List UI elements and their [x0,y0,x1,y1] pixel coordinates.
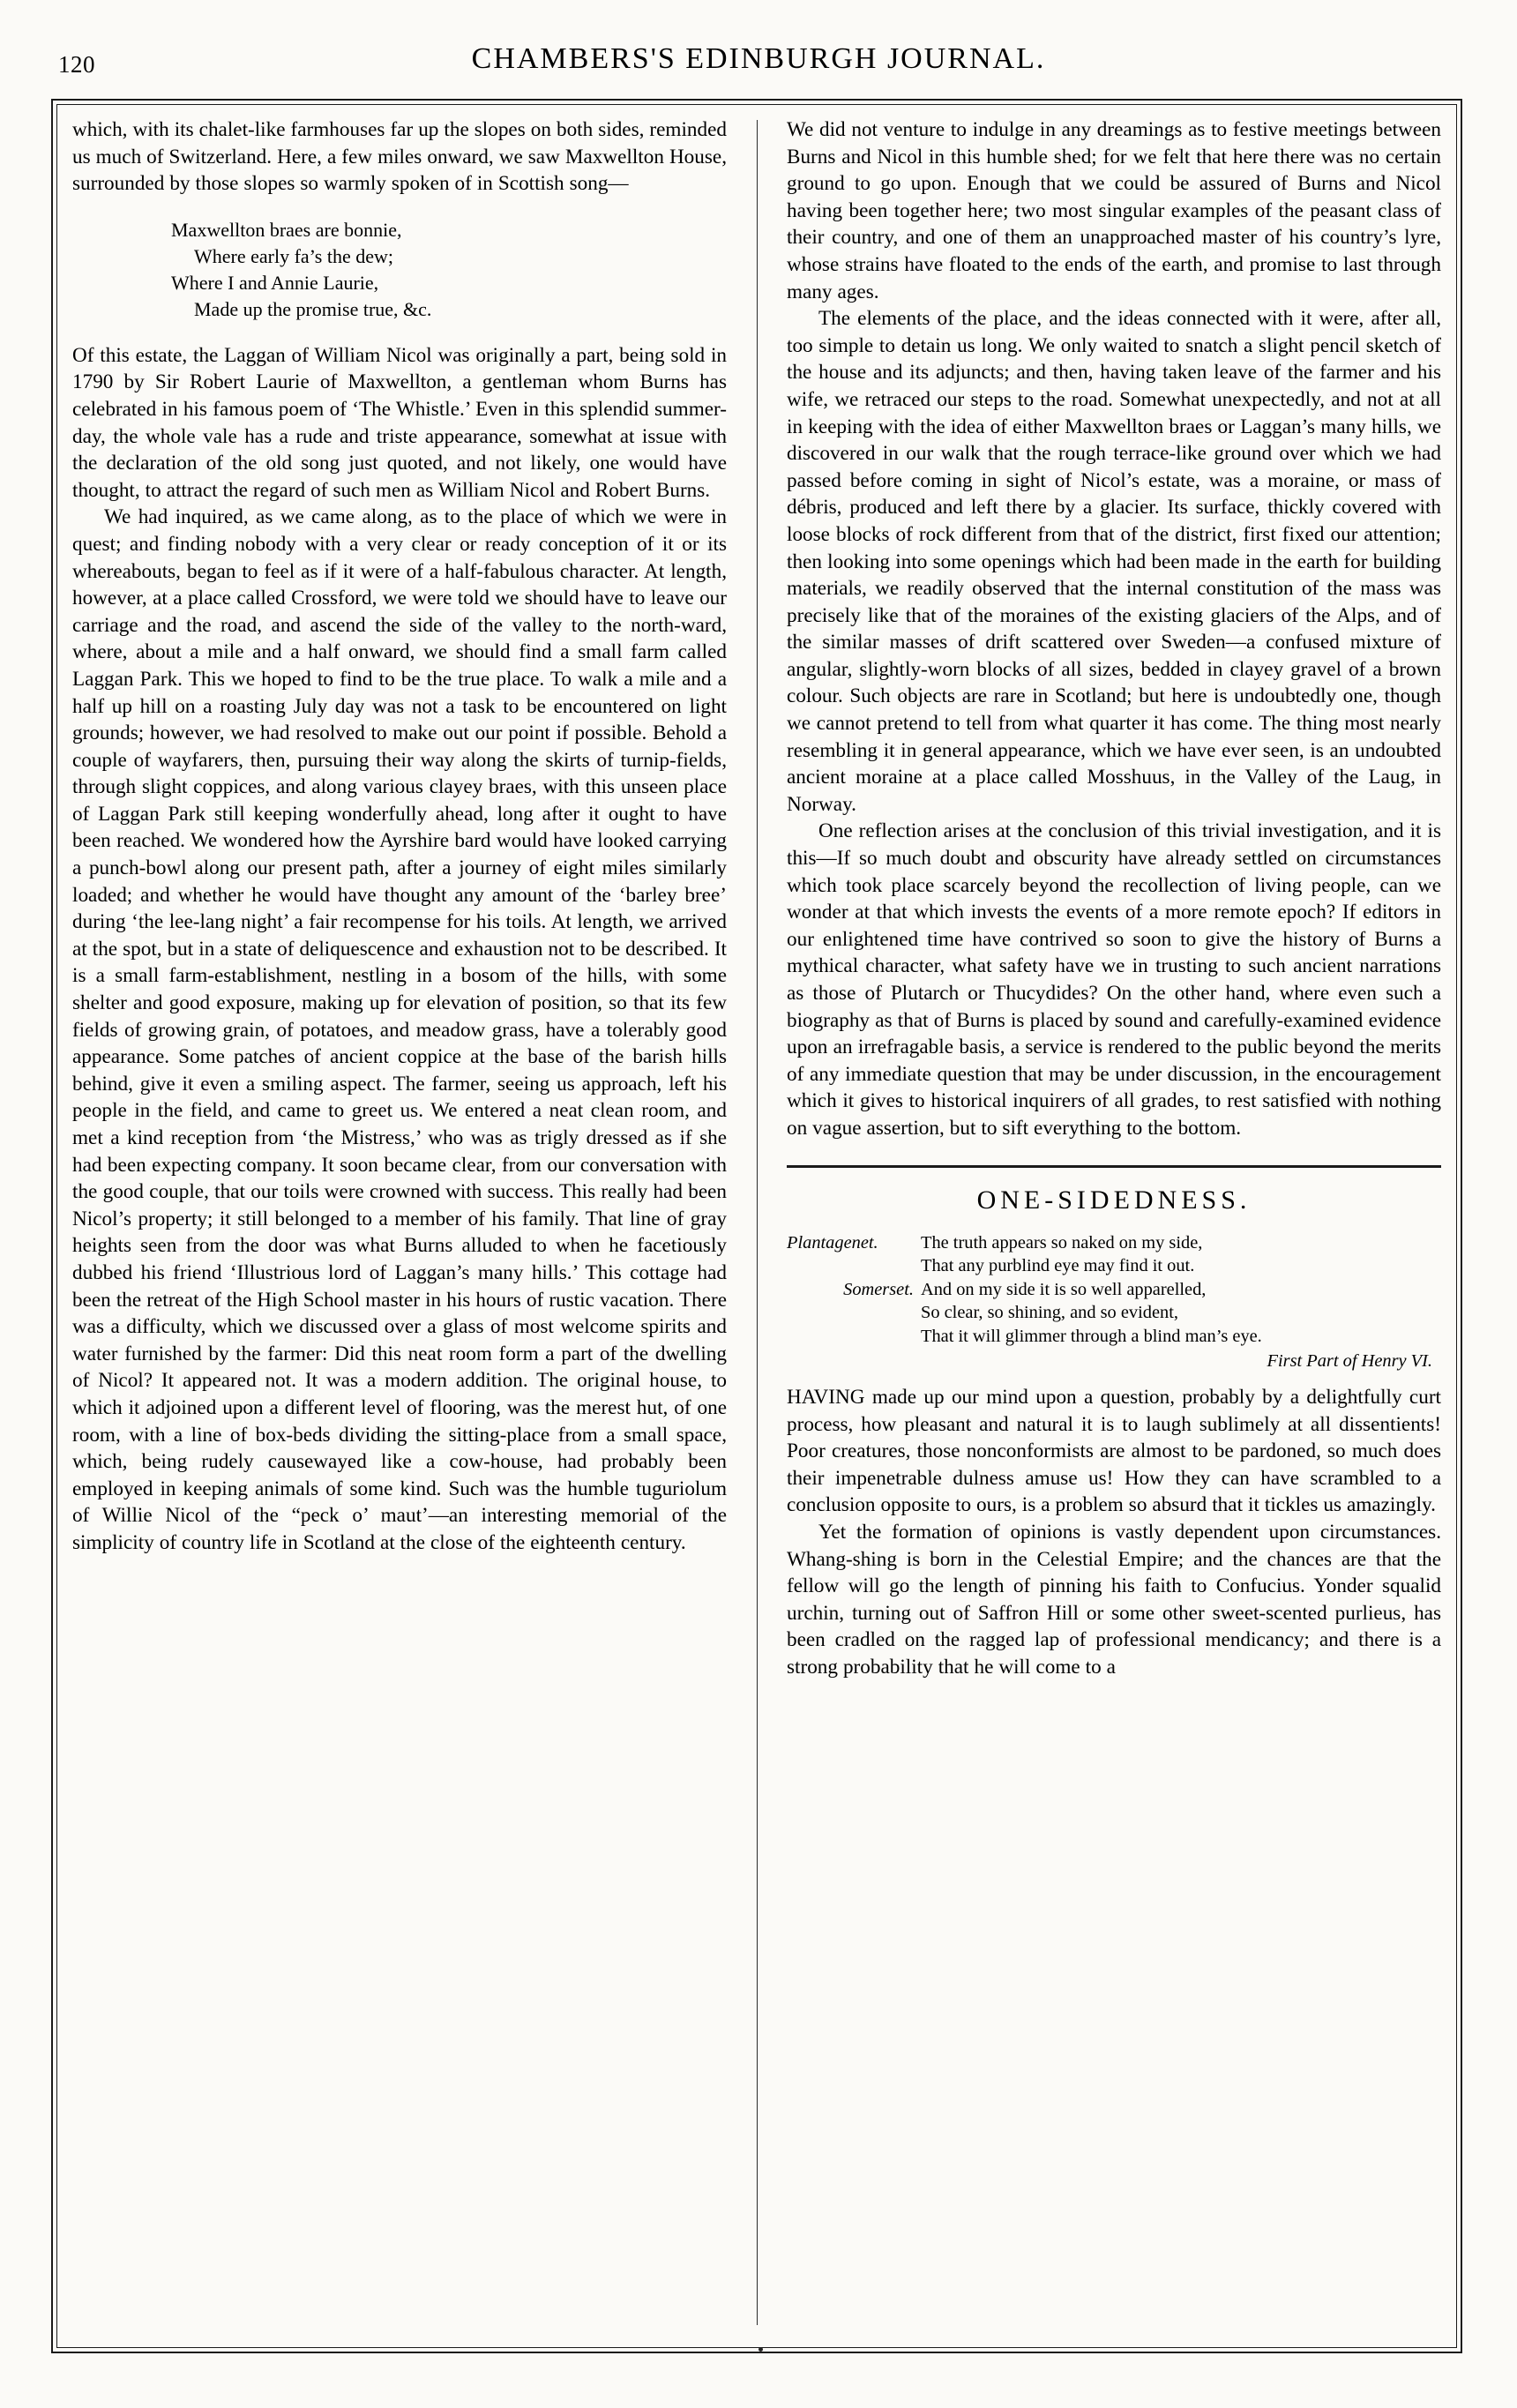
article-title: ONE-SIDEDNESS. [976,1185,1252,1215]
paragraph: HAVING made up our mind upon a question, probably by a delightfully curt process, how pleasant and natural it is to laugh sublimely at all dissentients! Poor creatures, those nonconformists are almost to be pardoned, so much does their impenetrable dulness amuse us! How they can have scrambled to a conclusion opposite to ours, is a problem so absurd that it tickles us amazingly. [787,1386,1441,1517]
page-content [51,39,1466,2367]
page-number: 120 [58,51,95,78]
paragraph: Yet the formation of opinions is vastly dependent upon circumstances. Whang-shing is born in the Celestial Empire; and the chances are that the fellow will go the length of pinning his faith to Confucius. Yonder squalid urchin, turning out of Saffron Hill or some other sweet-scented purlieus, has been cradled on the ragged lap of professional mendicancy; and there is a strong probability that he will come to a [787,1521,1441,1679]
epigraph-speaker: Somerset. [843,1279,914,1299]
paragraph: The elements of the place, and the ideas connected with it were, after all, too simple to detain us long. We only waited to snatch a slight pencil sketch of the house and its adjuncts; and then, having taken leave of the farmer and his wife, we retraced our steps to the road. Somewhat unexpectedly, and not at all in keeping with the idea of either Maxwellton braes or Laggan’s many hills, we discovered in our walk that the rough terrace-like ground over which we had passed before coming in sight of Nicol’s estate, was a moraine, or mass of débris, produced and left there by a glacier. Its surface, thickly covered with loose blocks of rock different from that of the district, first fixed our attention; then looking into some openings which had been made in the earth for building materials, we readily observed that the internal constitution of the mass was precisely like that of the moraines of the existing glaciers of the Alps, and of the similar masses of drift scattered over Sweden—a confused mixture of angular, slightly-worn blocks of all sizes, bedded in clayey gravel of a brown colour. Such objects are rare in Scotland; but here is undoubtedly one, though we cannot pretend to tell from what quarter it has come. The thing most nearly resembling it in general appearance, which we have ever seen, is an undoubted ancient moraine at a place called Mosshuus, in the Valley of the Laug, in Norway. [787,307,1441,816]
paragraph: We did not venture to indulge in any dreamings as to festive meetings between Burns and Nicol in this humble shed; for we felt that here there was no certain ground to go upon. Enough that we could be assured of Burns and Nicol having been together here; two most singular examples of the peasant class of their country, and one of them an unapproached master of his country’s lyre, whose strains have floated to the ends of the earth, and promise to last through many ages. [787,118,1441,303]
paragraph: One reflection arises at the conclusion of this trivial investigation, and it is this—If so much doubt and obscurity have already settled on circumstances which took place scarcely beyond the recollection of living people, can we wonder at that which invests the events of a more remote epoch? If editors in our enlightened time have contrived so soon to give the history of Burns a mythical character, what safety have we in trusting to such ancient narrations as those of Plutarch or Thucydides? On the other hand, where even such a biography as that of Burns is placed by sound and carefully-examined evidence upon an irrefragable basis, a service is rendered to the public beyond the merits of any immediate question that may be under discussion, in the encouragement which it gives to historical inquirers of all grades, to rest satisfied with nothing on vague assertion, but to sift everything to the bottom. [787,819,1441,1140]
epigraph-text: And on my side it is so well apparelled, [921,1279,1207,1299]
verse-line: Where early fa’s the dew; [194,244,393,267]
page-frame [51,99,1462,2353]
right-column [787,116,1441,2330]
left-column [72,116,727,2330]
epigraph-line [787,1325,1441,1349]
epigraph-line [787,1231,1441,1255]
epigraph-line [787,1301,1441,1325]
epigraph-text: That it will glimmer through a blind man’s eye. [921,1326,1262,1346]
section-divider-rule [787,1165,1441,1168]
page-header [51,39,1466,93]
page-ornament [758,2347,763,2352]
paragraph: Of this estate, the Laggan of William Nicol was originally a part, being sold in 1790 by Sir Robert Laurie of Maxwellton, a gentleman whom Burns has celebrated in his famous poem of ‘The Whistle.’ Even in this splendid summer-day, the whole vale has a rude and triste appearance, somewhat at issue with the declaration of the old song just quoted, and not likely, one would have thought, to attract the regard of such men as William Nicol and Robert Burns. [72,343,727,502]
verse-quotation [72,217,727,323]
epigraph-line [787,1254,1441,1278]
epigraph-text: So clear, so shining, and so evident, [921,1303,1178,1323]
epigraph-text: The truth appears so naked on my side, [921,1232,1203,1253]
epigraph-speaker: Plantagenet. [787,1232,878,1253]
paragraph: which, with its chalet-like farmhouses far up the slopes on both sides, reminded us much of Switzerland. Here, a few miles onward, we saw Maxwellton House, surrounded by those slopes so warmly spoken of in Scottish song— [72,118,727,196]
paragraph: We had inquired, as we came along, as to the place of which we were in quest; and finding nobody with a very clear or ready conception of it or its whereabouts, began to feel as if it were of a half-fabulous character. At length, however, at a place called Crossford, we were told we should have to leave our carriage and the road, and ascend the side of the valley to the north-ward, where, about a mile and a half onward, we should find a small farm called Laggan Park. This we hoped to find to be the true place. To walk a mile and a half up hill on a roasting July day was not a task to be encountered on light grounds; however, we had resolved to make out our point if possible. Behold a couple of wayfarers, then, pursuing their way along the skirts of turnip-fields, through slight coppices, and along various clayey braes, with this unseen place of Laggan Park still keeping wonderfully ahead, long after it ought to have been reached. We wondered how the Ayrshire bard would have looked carrying a punch-bowl along our present path, after a journey of eight miles similarly loaded; and whether he would have thought any amount of the ‘barley bree’ during ‘the lee-lang night’ a fair recompense for his toils. At length, we arrived at the spot, but in a state of deliquescence and exhaustion not to be described. It is a small farm-establishment, nestling in a bosom of the hills, with some shelter and good exposure, making up for elevation of position, so that its few fields of growing grain, of potatoes, and meadow grass, have a tolerably good appearance. Some patches of ancient coppice at the base of the barish hills behind, give it even a smiling aspect. The farmer, seeing us approach, left his people in the field, and came to greet us. We entered a neat clean room, and met a kind reception from ‘the Mistress,’ who was as trigly dressed as if she had been expecting company. It soon became clear, from our conversation with the good couple, that our toils were crowned with success. This really had been Nicol’s property; it still belonged to a member of his family. That line of gray heights seen from the door was what Burns alluded to when he facetiously dubbed his friend ‘Illustrious lord of Laggan’s many hills.’ This cottage had been the retreat of the High School master in his hours of rustic vacation. There was a difficulty, which we discussed over a glass of most welcome spirits and water furnished by the farmer: Did this neat room form a part of the dwelling of Nicol? It appeared not. It was a modern addition. The original house, to which it adjoined upon a different level of flooring, was the merest hut, of one room, with a line of box-beds dividing the sitting-place from a small space, which, being rudely causewayed like a cow-house, had probably been employed in keeping animals of some kind. Such was the humble tuguriolum of Willie Nicol of the “peck o’ maut’—an interesting memorial of the simplicity of country life in Scotland at the close of the eighteenth century. [72,505,727,1554]
verse-line: Made up the promise true, &c. [194,297,432,320]
epigraph-line [787,1278,1441,1302]
verse-line: Where I and Annie Laurie, [171,271,379,294]
epigraph-attribution: First Part of Henry VI. [1267,1351,1432,1372]
epigraph [787,1231,1441,1349]
epigraph-text: That any purblind eye may find it out. [921,1256,1195,1276]
text-columns [72,116,1441,2330]
journal-title: CHAMBERS'S EDINBURGH JOURNAL. [471,42,1046,75]
verse-line: Maxwellton braes are bonnie, [171,218,402,241]
